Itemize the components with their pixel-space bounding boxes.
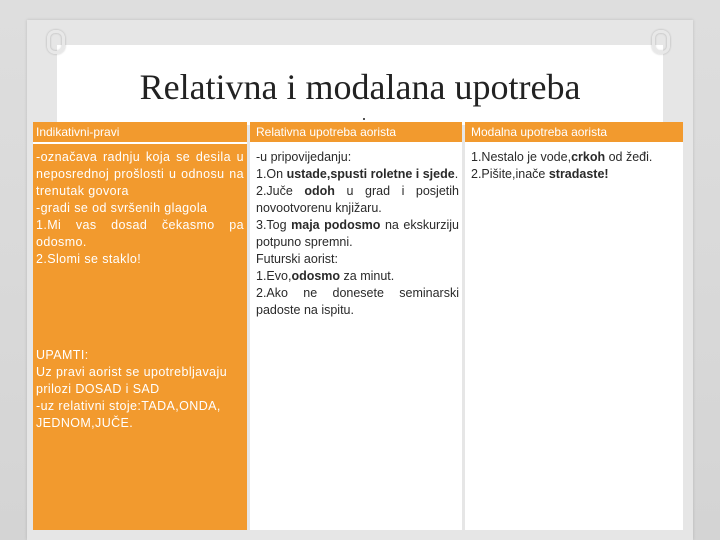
- example-text: u grad i posjetih novootvorenu knjižaru.: [256, 184, 459, 215]
- example-text: 3.Tog: [256, 218, 292, 232]
- example-verb: stradaste!: [548, 167, 609, 181]
- example-line: [471, 149, 679, 166]
- example-text: 2.Pišite,inače: [471, 167, 549, 181]
- text-line: 2.Ako ne donesete seminarski padoste na ispitu.: [256, 286, 459, 317]
- binder-ring-right-icon: [652, 30, 670, 54]
- example-text: .: [454, 167, 459, 181]
- text-line: -u pripovijedanju:: [256, 150, 352, 164]
- example-verb: maja podosmo: [291, 218, 381, 232]
- modalna-body: [471, 149, 679, 183]
- text-line: Futurski aorist:: [256, 252, 338, 266]
- example-line: [256, 166, 459, 183]
- example-text: 1.Nestalo je vode,: [471, 150, 572, 164]
- example-verb: odoh: [304, 184, 335, 198]
- example-line: [471, 166, 679, 183]
- column-indikativni: [33, 122, 247, 530]
- note-line: -uz relativni stoje:TADA,ONDA, JEDNOM,JUČE.: [36, 399, 221, 430]
- column-header-relativna: Relativna upotreba aorista: [250, 122, 462, 144]
- example-text: 1.Evo,: [256, 269, 292, 283]
- example-line: [256, 183, 459, 217]
- text-line: 1.Mi vas dosad čekasmo pa odosmo.: [36, 218, 244, 249]
- slide-title: Relativna i modalana upotreba: [139, 67, 581, 107]
- text-line: -gradi se od svršenih glagola: [36, 201, 208, 215]
- binder-ring-left-icon: [47, 30, 65, 54]
- example-text: od žeđi.: [605, 150, 653, 164]
- example-text: 1.On: [256, 167, 287, 181]
- example-text: za minut.: [340, 269, 395, 283]
- content-table: [33, 122, 683, 530]
- upamti-note: [36, 347, 244, 432]
- example-line: [256, 268, 459, 285]
- indikativni-body: [36, 149, 244, 268]
- relativna-body: [256, 149, 459, 319]
- text-line: -označava radnju koja se desila u neposrednoj prošlosti u odnosu na trenutak govora: [36, 150, 244, 198]
- stray-dot: [363, 118, 365, 120]
- example-text: 2.Juče: [256, 184, 305, 198]
- example-verb: ustade,spusti roletne i sjede: [286, 167, 455, 181]
- text-line: 2.Slomi se staklo!: [36, 252, 142, 266]
- example-line: [256, 217, 459, 251]
- column-modalna: [465, 122, 683, 530]
- example-verb: odosmo: [291, 269, 341, 283]
- column-relativna: [250, 122, 462, 530]
- example-verb: crkoh: [571, 150, 606, 164]
- note-line: Uz pravi aorist se upotrebljavaju prilozi DOSAD i SAD: [36, 365, 228, 396]
- example-text: na ekskurziju potpuno spremni.: [256, 218, 459, 249]
- note-line: UPAMTI:: [36, 348, 89, 362]
- column-header-modalna: Modalna upotreba aorista: [465, 122, 683, 144]
- column-header-indikativni: Indikativni-pravi: [33, 122, 247, 144]
